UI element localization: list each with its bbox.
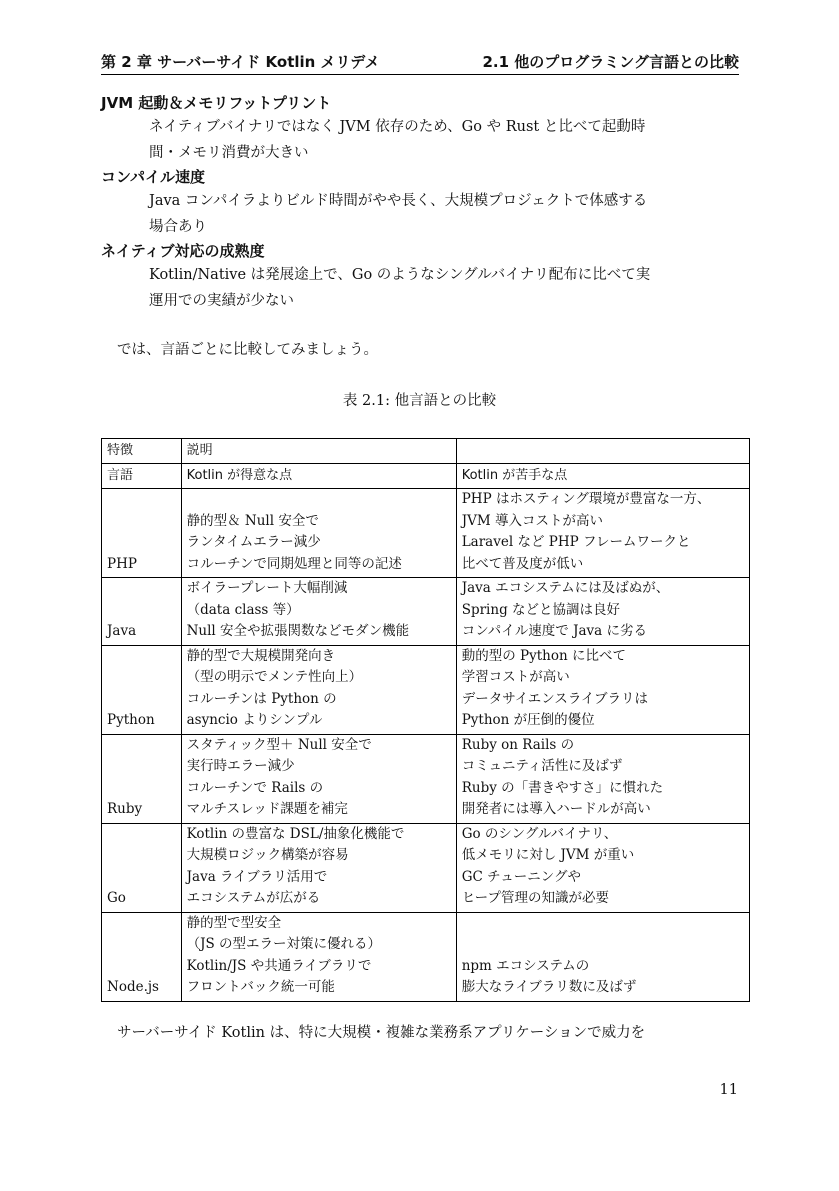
cell-line: Ruby on Rails の xyxy=(461,736,575,753)
cell-line: 学習コストが高い xyxy=(461,669,570,685)
table-row xyxy=(102,823,750,912)
table-row xyxy=(102,912,750,1001)
cell-line: Null 安全や拡張関数などモダン機能 xyxy=(186,623,410,639)
cell-line: エコシステムが広がる xyxy=(186,890,321,906)
cell-line: Java ライブラリ活用で xyxy=(186,868,328,885)
cell-line: 静的型で型安全 xyxy=(186,914,282,931)
cell-line: Java エコシステムには及ばぬが、 xyxy=(461,580,670,596)
subheader-cell-weaknesses: Kotlin が苦手な点 xyxy=(456,464,749,489)
cell-line: Spring などと協調は良好 xyxy=(461,601,621,618)
cell-line: ボイラープレート大幅削減 xyxy=(186,580,348,596)
cell-line: スタティック型＋ Null 安全で xyxy=(186,736,372,753)
table-row xyxy=(102,489,750,578)
table-row xyxy=(102,645,750,734)
header-cell-empty xyxy=(456,439,749,464)
comparison-table xyxy=(101,438,750,1002)
cell-line: 比べて普及度が低い xyxy=(461,555,584,572)
cell-line: 開発者には導入ハードルが高い xyxy=(461,801,651,817)
cell-line: コミュニティ活性に及ばず xyxy=(461,758,623,774)
cell-line: （JS の型エラー対策に優れる） xyxy=(186,936,382,952)
strengths-cell xyxy=(181,578,456,646)
cell-line: 実行時エラー減少 xyxy=(186,758,295,774)
drawback-item xyxy=(101,166,741,240)
strengths-cell xyxy=(181,489,456,578)
closing-paragraph: サーバーサイド Kotlin は、特に大規模・複雑な業務系アプリケーションで威力を xyxy=(117,1025,646,1041)
weaknesses-cell xyxy=(456,823,749,912)
cell-line: npm エコシステムの xyxy=(461,957,590,974)
subheader-cell-strengths: Kotlin が得意な点 xyxy=(181,464,456,489)
running-header xyxy=(101,48,739,75)
cell-line: 静的型で大規模開発向き xyxy=(186,647,336,664)
cell-line: Laravel など PHP フレームワークと xyxy=(461,534,691,550)
chapter-title: 第 2 章 サーバーサイド Kotlin メリデメ xyxy=(101,53,380,71)
cell-line: Kotlin/JS や共通ライブラリで xyxy=(186,957,372,974)
cell-line: （型の明示でメンテ性向上） xyxy=(186,669,363,685)
drawback-item xyxy=(101,92,741,166)
weaknesses-cell xyxy=(456,489,749,578)
weaknesses-cell xyxy=(456,578,749,646)
strengths-cell xyxy=(181,734,456,823)
cell-line: PHP はホスティング環境が豊富な一方、 xyxy=(461,491,711,507)
cell-line: GC チューニングや xyxy=(461,868,581,885)
weaknesses-cell xyxy=(456,645,749,734)
cell-line: ランタイムエラー減少 xyxy=(186,534,321,550)
drawback-description xyxy=(149,188,741,240)
cell-line: Ruby の「書きやすさ」に慣れた xyxy=(461,779,664,796)
cell-line: コンパイル速度で Java に劣る xyxy=(461,623,647,639)
cell-line: データサイエンスライブラリは xyxy=(461,690,649,707)
cell-line: JVM 導入コストが高い xyxy=(461,512,603,529)
cell-line: コルーチンで同期処理と同等の記述 xyxy=(186,555,402,572)
language-cell: Ruby xyxy=(102,734,182,823)
drawback-description xyxy=(149,262,741,314)
language-cell: Python xyxy=(102,645,182,734)
description-line: 場合あり xyxy=(149,219,207,235)
cell-line: コルーチンで Rails の xyxy=(186,779,324,796)
cell-line: Python が圧倒的優位 xyxy=(461,712,595,728)
strengths-cell xyxy=(181,823,456,912)
cell-line: ヒープ管理の知識が必要 xyxy=(461,890,610,906)
strengths-cell xyxy=(181,645,456,734)
language-cell: Node.js xyxy=(102,912,182,1001)
cell-line: 静的型＆ Null 安全で xyxy=(186,512,319,529)
table-subheader-row xyxy=(102,464,750,489)
cell-line: Go のシングルバイナリ、 xyxy=(461,825,618,842)
description-line: 運用での実績が少ない xyxy=(149,293,294,309)
cell-line: マルチスレッド課題を補完 xyxy=(186,801,348,817)
description-line: 間・メモリ消費が大きい xyxy=(149,145,309,161)
drawback-term: ネイティブ対応の成熟度 xyxy=(101,242,265,260)
drawback-term: コンパイル速度 xyxy=(101,168,205,186)
cell-line: （data class 等） xyxy=(186,601,300,618)
cell-line: Kotlin の豊富な DSL/抽象化機能で xyxy=(186,825,405,842)
page-number: 11 xyxy=(719,1082,738,1098)
section-title: 2.1 他のプログラミング言語との比較 xyxy=(482,53,739,71)
table-header-row xyxy=(102,439,750,464)
drawback-item xyxy=(101,240,741,314)
cell-line: 動的型の Python に比べて xyxy=(461,647,626,664)
drawback-term: JVM 起動＆メモリフットプリント xyxy=(101,94,332,112)
cell-line: 低メモリに対し JVM が重い xyxy=(461,847,635,863)
description-line: ネイティブバイナリではなく JVM 依存のため、Go や Rust と比べて起動時 xyxy=(149,119,646,135)
language-cell: PHP xyxy=(102,489,182,578)
table-row xyxy=(102,578,750,646)
cell-line: 膨大なライブラリ数に及ばず xyxy=(461,979,637,995)
header-cell-description: 説明 xyxy=(181,439,456,464)
intro-paragraph: では、言語ごとに比較してみましょう。 xyxy=(117,342,378,358)
cell-line: 大規模ロジック構築が容易 xyxy=(186,847,349,863)
cell-line: コルーチンは Python の xyxy=(186,690,337,707)
cell-line: フロントバック統一可能 xyxy=(186,979,335,995)
drawbacks-list xyxy=(101,92,741,314)
weaknesses-cell xyxy=(456,734,749,823)
drawback-description xyxy=(149,114,741,166)
strengths-cell xyxy=(181,912,456,1001)
description-line: Kotlin/Native は発展途上で、Go のようなシングルバイナリ配布に比べて実 xyxy=(149,267,651,283)
language-cell: Java xyxy=(102,578,182,646)
description-line: Java コンパイラよりビルド時間がやや長く、大規模プロジェクトで体感する xyxy=(149,193,648,209)
weaknesses-cell xyxy=(456,912,749,1001)
header-cell-feature: 特徴 xyxy=(102,439,182,464)
table-caption: 表 2.1: 他言語との比較 xyxy=(342,393,497,409)
subheader-cell-language: 言語 xyxy=(102,464,182,489)
cell-line: asyncio よりシンプル xyxy=(186,712,323,728)
language-cell: Go xyxy=(102,823,182,912)
table-row xyxy=(102,734,750,823)
